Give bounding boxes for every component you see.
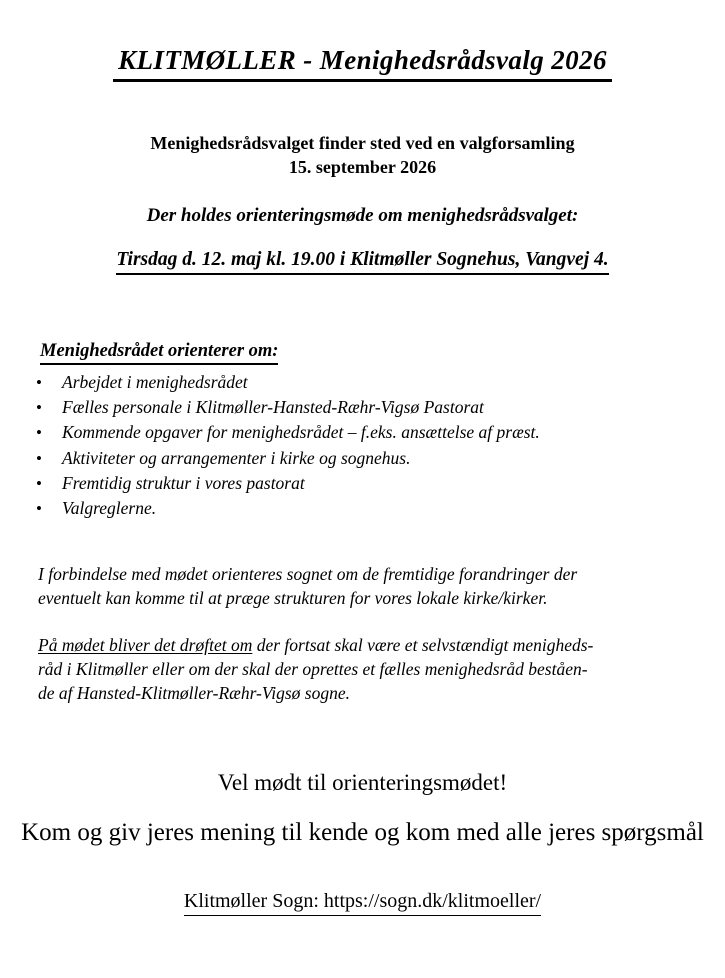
page-title: KLITMØLLER - Menighedsrådsvalg 2026 [113, 45, 612, 82]
context-line-1: I forbindelse med mødet orienteres sognet om de fremtidige forandringer der [38, 564, 578, 584]
list-item [36, 395, 696, 420]
meeting-time-place: Tirsdag d. 12. maj kl. 19.00 i Klitmøller Sognehus, Vangvej 4. [116, 249, 608, 275]
discussion-line-2: råd i Klitmøller eller om der skal der oprettes et fælles menighedsråd beståen- [38, 659, 588, 680]
meeting-intro: Der holdes orienteringsmøde om menighedsrådsvalget: [146, 205, 579, 226]
agenda-item-text: Aktiviteter og arrangementer i kirke og sognehus. [62, 447, 411, 468]
bullet-icon: • [36, 499, 42, 519]
election-announcement [0, 132, 725, 179]
welcome-line: Vel mødt til orienteringsmødet! [217, 770, 508, 795]
title-row [0, 45, 725, 82]
meeting-time-place-row [0, 249, 725, 275]
invitation-line: Kom og giv jeres mening til kende og kom med alle jeres spørgsmål [21, 819, 704, 846]
parish-link-row [0, 890, 725, 916]
bullet-icon: • [36, 373, 42, 392]
bullet-icon: • [36, 448, 42, 468]
announcement-line-1: Menighedsrådsvalget finder sted ved en valgforsamling [150, 133, 575, 153]
discussion-underlined-lead: På mødet bliver det drøftet om [38, 635, 253, 655]
bullet-icon: • [36, 398, 42, 418]
discussion-paragraph [38, 633, 693, 706]
agenda-heading-row [40, 341, 278, 365]
list-item [36, 471, 696, 496]
list-item [36, 496, 696, 521]
agenda-list [36, 370, 696, 521]
list-item [36, 420, 696, 445]
discussion-line-1-rest: der fortsat skal være et selvstændigt menigheds- [252, 635, 594, 655]
list-item [36, 446, 696, 471]
discussion-line-1 [38, 633, 693, 657]
discussion-line-3: de af Hansted-Klitmøller-Ræhr-Vigsø sogne. [38, 683, 351, 704]
agenda-item-text: Valgreglerne. [62, 498, 157, 519]
bullet-icon: • [36, 423, 42, 443]
agenda-item-text: Kommende opgaver for menighedsrådet – f.eks. ansættelse af præst. [62, 422, 540, 443]
bullet-icon: • [36, 473, 42, 493]
agenda-heading: Menighedsrådet orienterer om: [40, 341, 278, 365]
agenda-item-text: Fremtidig struktur i vores pastorat [62, 472, 305, 493]
context-line-2: eventuelt kan komme til at præge strukturen for vores lokale kirke/kirker. [38, 588, 548, 609]
context-paragraph [38, 562, 693, 610]
list-item [36, 370, 696, 395]
parish-website-link[interactable]: Klitmøller Sogn: https://sogn.dk/klitmoeller/ [184, 890, 541, 916]
announcement-line-2: 15. september 2026 [288, 156, 437, 177]
agenda-item-text: Arbejdet i menighedsrådet [62, 372, 248, 392]
agenda-item-text: Fælles personale i Klitmøller-Hansted-Ræhr-Vigsø Pastorat [62, 397, 484, 418]
